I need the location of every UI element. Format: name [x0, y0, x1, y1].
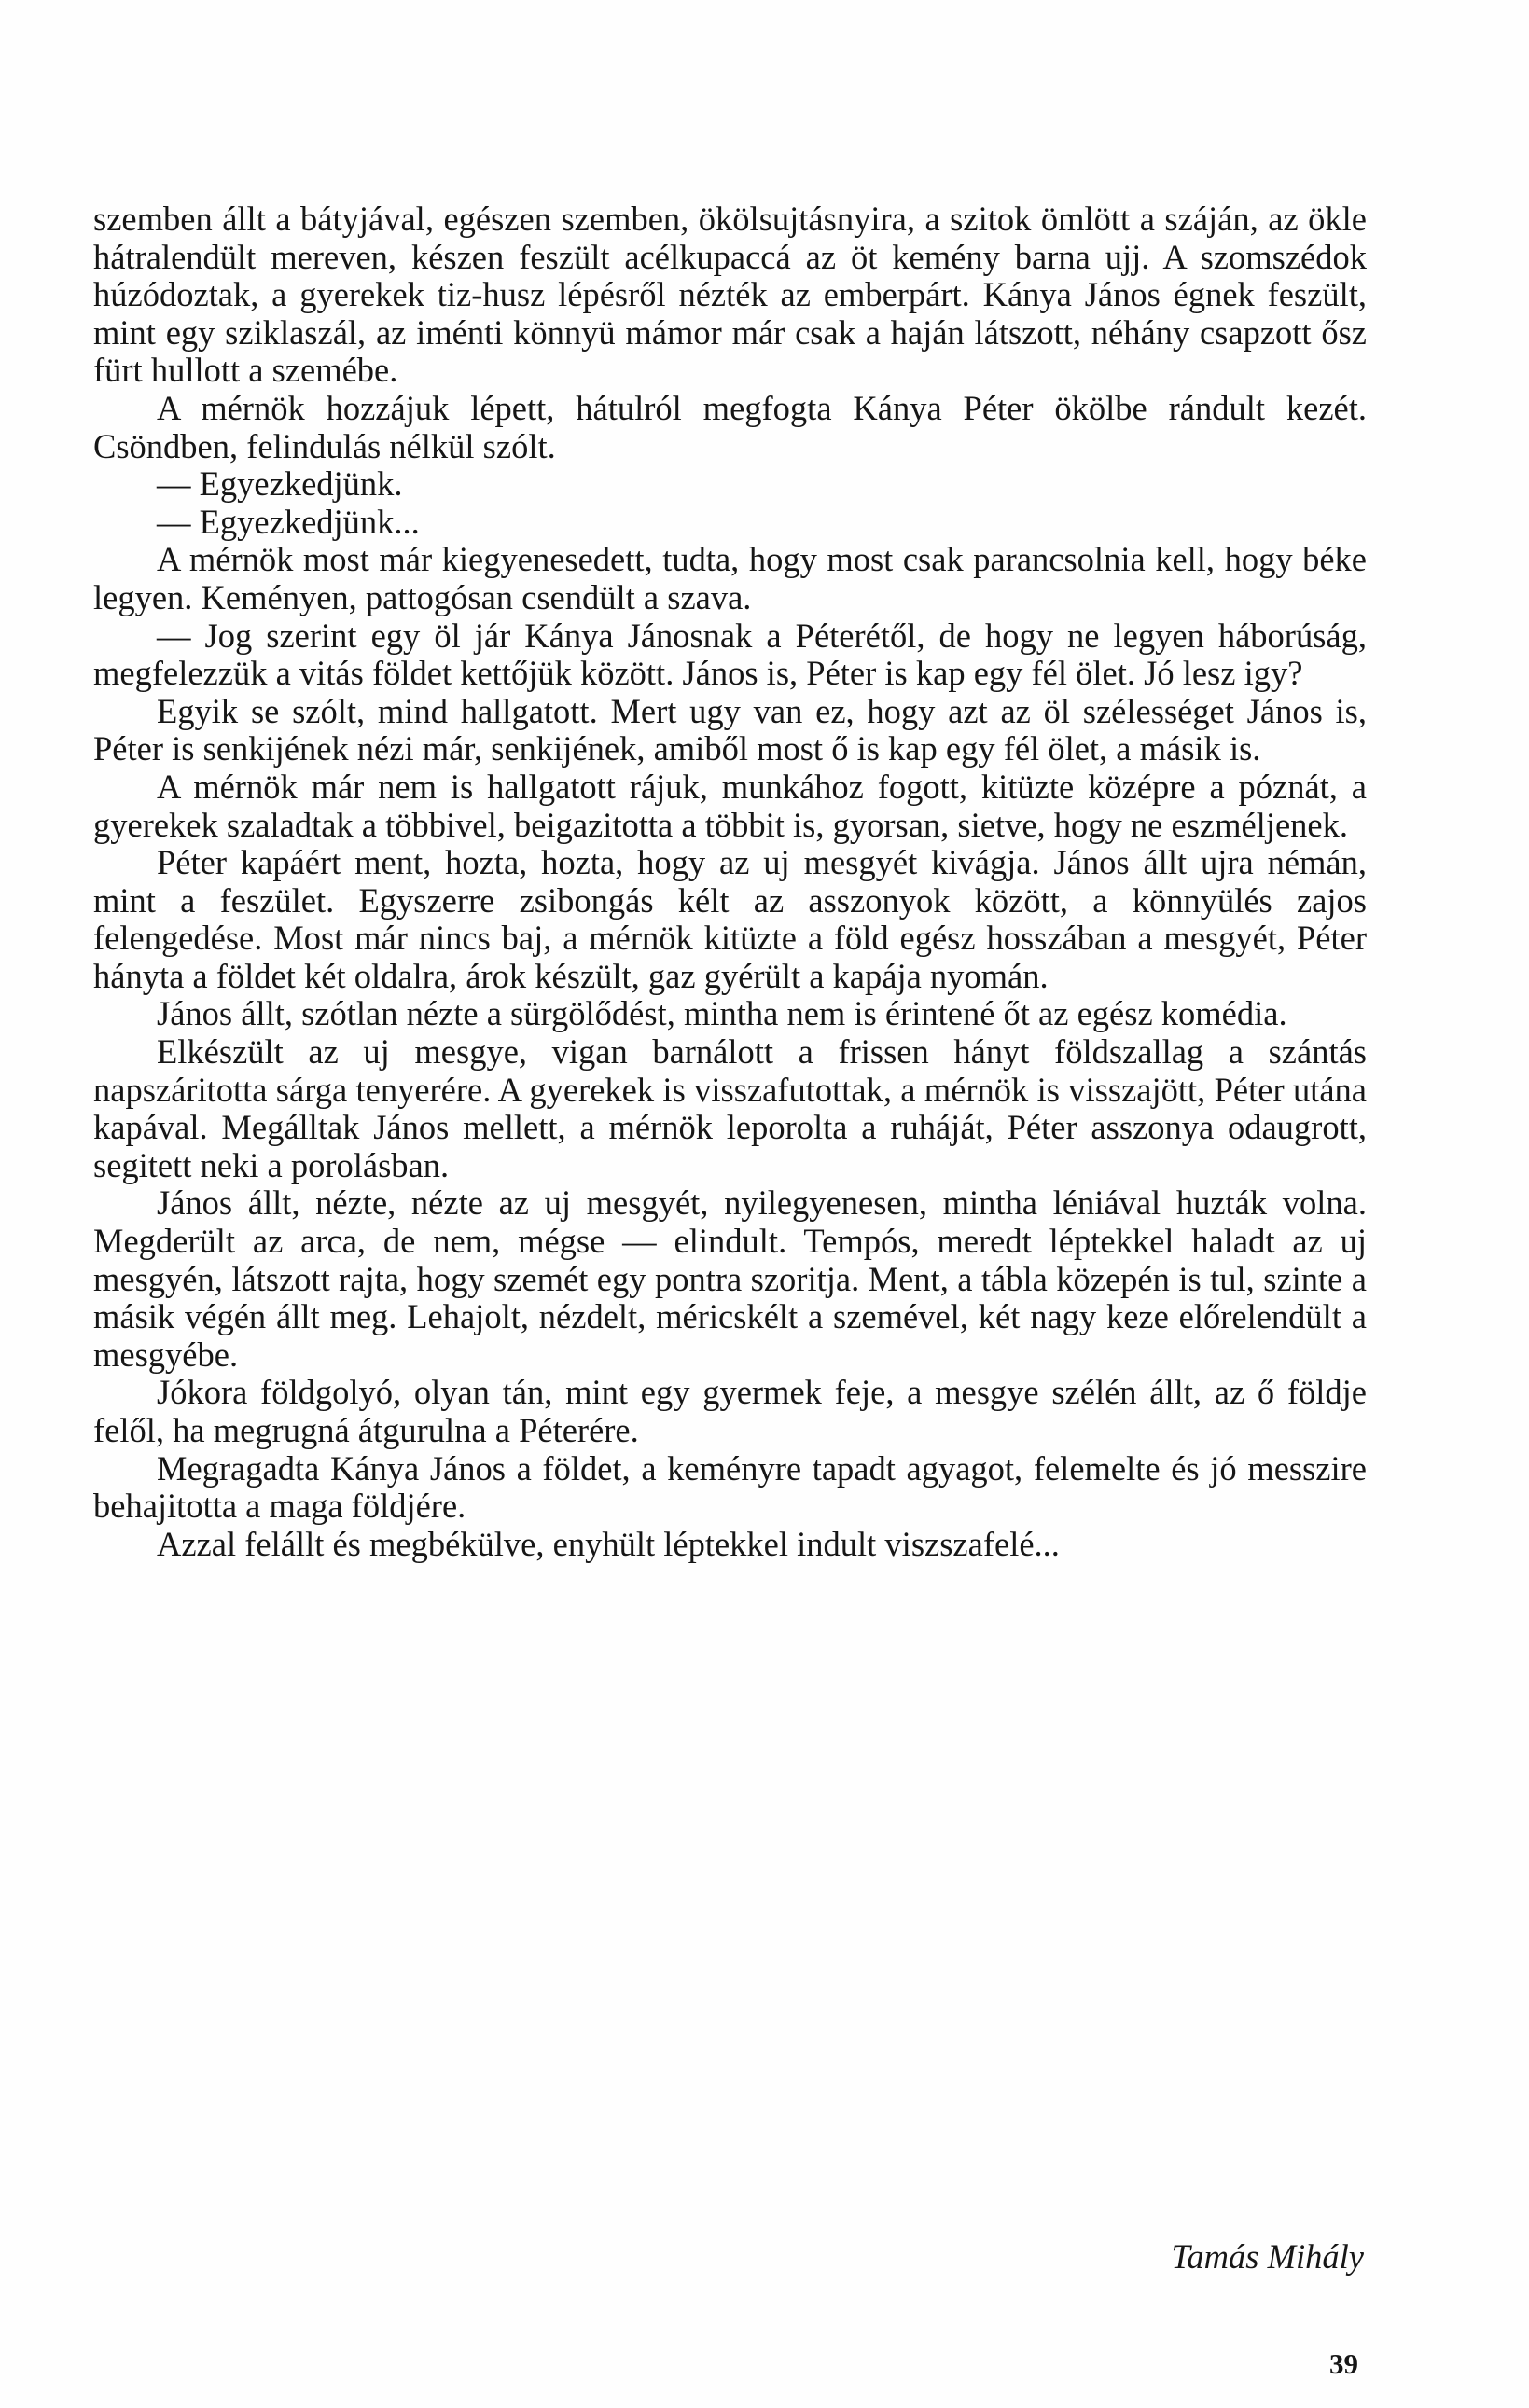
- paragraph: A mérnök már nem is hallgatott rájuk, munkához fogott, kitüzte középre a póznát, a gyerekek szaladtak a többivel, beigazitotta a többit is, gyorsan, sietve, hogy ne eszméljenek.: [93, 767, 1367, 844]
- paragraph: A mérnök hozzájuk lépett, hátulról megfogta Kánya Péter ökölbe rándult kezét. Csöndben, felindulás nélkül szólt.: [93, 388, 1367, 465]
- paragraph: A mérnök most már kiegyenesedett, tudta, hogy most csak parancsolnia kell, hogy béke legyen. Keményen, pattogósan csendült a szava.: [93, 540, 1367, 616]
- author-signature: Tamás Mihály: [1171, 2237, 1364, 2276]
- paragraph: János állt, szótlan nézte a sürgölődést, mintha nem is érintené őt az egész komédia.: [157, 994, 1287, 1033]
- paragraph: Jókora földgolyó, olyan tán, mint egy gyermek feje, a mesgye szélén állt, az ő földje felől, ha megrugná átgurulna a Péterére.: [93, 1373, 1367, 1449]
- dialog-line: — Jog szerint egy öl jár Kánya Jánosnak a Péterétől, de hogy ne legyen háborúság, megfelezzük a vitás földet kettőjük között. János is, Péter is kap egy fél ölet. Jó lesz igy?: [93, 616, 1367, 693]
- dialog-line: — Egyezkedjünk.: [157, 464, 403, 504]
- page-number: 39: [1329, 2347, 1358, 2380]
- paragraph: Azzal felállt és megbékülve, enyhült léptekkel indult viszszafelé...: [157, 1524, 1060, 1563]
- paragraph: János állt, nézte, nézte az uj mesgyét, nyilegyenesen, mintha léniával huzták volna. Megderült az arca, de nem, mégse — elindult. Tempós, meredt léptekkel haladt az uj mesgyén, látszott rajta, hogy szemét egy pontra szoritja. Ment, a tábla közepén is tul, szinte a másik végén állt meg. Lehajolt, nézdelt, méricskélt a szemével, két nagy keze előrelendült a mesgyébe.: [93, 1183, 1367, 1374]
- paragraph: Megragadta Kánya János a földet, a keményre tapadt agyagot, felemelte és jó messzire behajitotta a maga földjére.: [93, 1448, 1367, 1526]
- paragraph: szemben állt a bátyjával, egészen szemben, ökölsujtásnyira, a szitok ömlött a száján, az ökle hátralendült mereven, készen feszült acélkupaccá az öt kemény barna ujj. A szomszédok húzódoztak, a gyerekek tiz-husz lépésről nézték az emberpárt. Kánya János égnek feszült, mint egy sziklaszál, az iménti könnyü mámor már csak a haján látszott, néhány csapzott ősz fürt hullott a szemébe.: [93, 200, 1367, 390]
- story-text: [93, 201, 1367, 1563]
- paragraph: Péter kapáért ment, hozta, hozta, hogy az uj mesgyét kivágja. János állt ujra némán, mint a feszület. Egyszerre zsibongás kélt az asszonyok között, a könnyülés zajos felengedése. Most már nincs baj, a mérnök kitüzte a föld egész hosszában a mesgyét, Péter hányta a földet két oldalra, árok készült, gaz gyérült a kapája nyomán.: [93, 843, 1367, 995]
- paragraph: Egyik se szólt, mind hallgatott. Mert ugy van ez, hogy azt az öl szélességet János is, Péter is senkijének nézi már, senkijének, amiből most ő is kap egy fél ölet, a másik is.: [93, 691, 1367, 768]
- dialog-line: — Egyezkedjünk...: [157, 502, 420, 541]
- paragraph: Elkészült az uj mesgye, vigan barnálott a frissen hányt földszallag a szántás napszáritotta sárga tenyerére. A gyerekek is visszafutottak, a mérnök is visszajött, Péter utána kapával. Megálltak János mellett, a mérnök leporolta a ruháját, Péter asszonya odaugrott, segitett neki a porolásban.: [93, 1032, 1367, 1184]
